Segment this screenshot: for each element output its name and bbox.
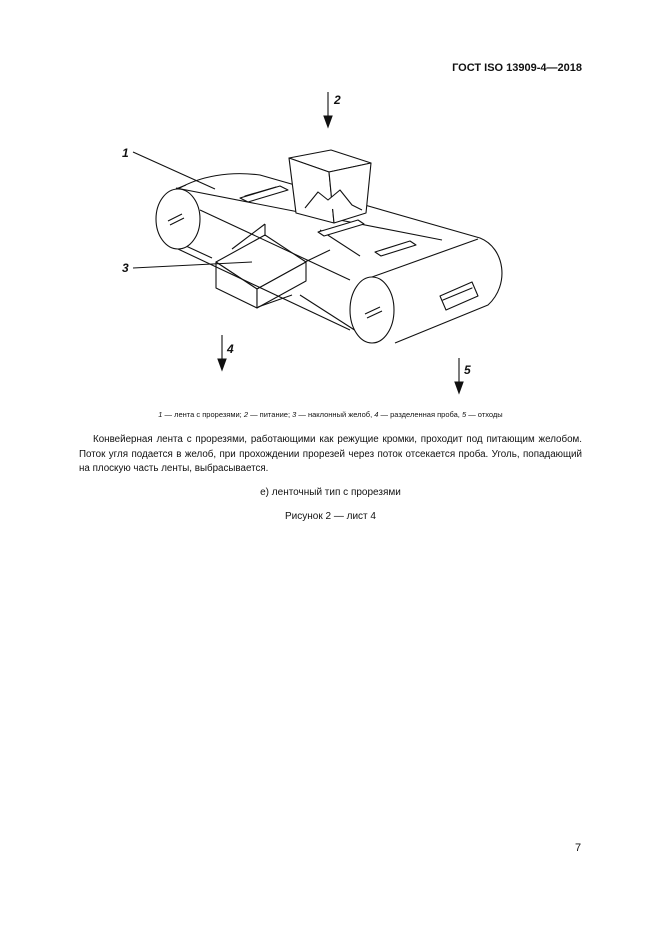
callout-3: 3 (122, 261, 129, 275)
left-roller (156, 189, 200, 249)
callout-4: 4 (227, 342, 234, 356)
callout-1: 1 (122, 146, 129, 160)
feed-hopper (289, 150, 371, 223)
figure-caption: Рисунок 2 — лист 4 (285, 511, 376, 522)
arrow-split-sample (218, 335, 226, 370)
arrow-feed (324, 92, 332, 127)
description-paragraph: Конвейерная лента с прорезями, работающими как режущие кромки, проходит под питающим желобом. Поток угля подается в желоб, при прохождении прорезей через поток отсекается проба. Уголь, попадающий на плоскую часть ленты, выбрасывается. (79, 434, 582, 474)
callout-2: 2 (334, 93, 341, 107)
subfigure-caption: е) ленточный тип с прорезями (260, 487, 401, 498)
figure-legend: 1 — лента с прорезями; 2 — питание; 3 — наклонный желоб, 4 — разделенная проба, 5 — отходы (158, 410, 503, 419)
callout-5: 5 (464, 363, 471, 377)
leader-1 (133, 152, 215, 189)
right-roller (350, 277, 394, 343)
slotted-belt-diagram (0, 0, 661, 420)
arrow-reject (455, 358, 463, 393)
page-number: 7 (575, 842, 582, 854)
inclined-chute (216, 224, 330, 308)
document-header: ГОСТ ISO 13909-4—2018 (452, 62, 582, 74)
